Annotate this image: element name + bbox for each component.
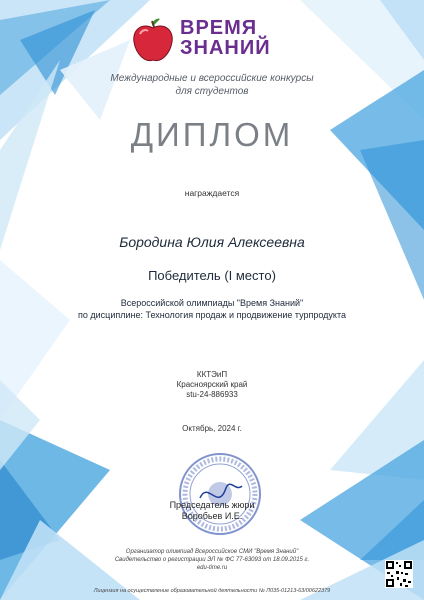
olympiad-discipline: по дисциплине: Технология продаж и продвижение турпродукта	[78, 310, 346, 320]
olympiad-name: Всероссийской олимпиады "Время Знаний"	[120, 298, 304, 308]
award-place: Победитель (I место)	[148, 268, 276, 283]
institution: ККТЭиП	[196, 370, 228, 379]
subtitle-line2: для студентов	[175, 86, 249, 97]
jury-name: Воробьев И.Е.	[181, 511, 243, 521]
jury-chair	[0, 500, 424, 522]
diploma-title: ДИПЛОМ	[130, 116, 294, 153]
apple-icon	[128, 16, 178, 66]
qr-code-icon	[385, 560, 413, 588]
awarded-label: награждается	[184, 188, 240, 198]
official-stamp	[178, 452, 262, 536]
jury-title: Председатель жюри	[169, 500, 255, 510]
logo-line2: ЗНАНИЙ	[180, 37, 271, 59]
participant-info	[0, 370, 424, 400]
participant-code: stu-24-886933	[186, 390, 238, 399]
region: Красноярский край	[176, 380, 248, 389]
subtitle-line1: Международные и всероссийские конкурсы	[110, 73, 314, 84]
recipient-name: Бородина Юлия Алексеевна	[119, 234, 305, 250]
olympiad-info	[0, 297, 424, 321]
license-info: Лицензия на осуществление образовательной деятельности № Л035-01213-63/00622379	[93, 588, 331, 594]
subtitle	[0, 72, 424, 98]
website: edu-time.ru	[196, 565, 228, 571]
logo-wordmark	[180, 18, 300, 58]
organizer: Организатор олимпиад Всероссийское СМИ "Время Знаний"	[125, 549, 299, 555]
brand-logo	[128, 16, 298, 68]
logo-line1: ВРЕМЯ	[180, 17, 258, 39]
organizer-info	[0, 548, 424, 572]
award-date: Октябрь, 2024 г.	[182, 424, 242, 433]
registration: Свидетельство о регистрации ЭЛ № ФС 77-63093 от 18.09.2015 г.	[114, 557, 310, 563]
